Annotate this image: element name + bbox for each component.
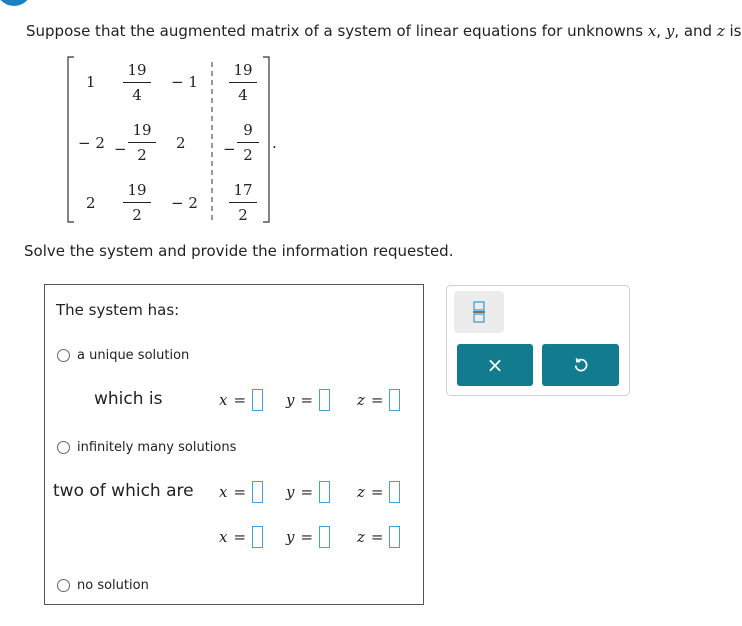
- matrix-r1c1: 1: [86, 73, 96, 91]
- inf1-z-row: z =: [357, 481, 400, 503]
- answer-panel: [44, 284, 424, 605]
- panel-heading: The system has:: [56, 301, 180, 319]
- radio-unique[interactable]: [57, 349, 70, 362]
- option-no-solution[interactable]: [57, 578, 149, 593]
- matrix-r3c4: 17 2: [223, 180, 263, 225]
- unique-y-input[interactable]: [319, 389, 330, 411]
- unique-x-row: x =: [219, 389, 263, 411]
- clear-button[interactable]: [457, 344, 533, 386]
- matrix-r3c3: − 2: [171, 194, 198, 212]
- matrix-r1c4: 19 4: [223, 60, 263, 105]
- augmented-matrix: [0, 0, 712, 240]
- radio-infinite[interactable]: [57, 441, 70, 454]
- fraction-button[interactable]: [454, 291, 504, 333]
- undo-button[interactable]: [542, 344, 619, 386]
- inf1-x-row: x =: [219, 481, 263, 503]
- unique-z-input[interactable]: [389, 389, 400, 411]
- unique-y-row: y =: [286, 389, 330, 411]
- matrix-r1c2: 19 4: [117, 60, 157, 105]
- option-infinite-label: infinitely many solutions: [77, 440, 237, 455]
- option-infinite-solutions[interactable]: [57, 440, 236, 455]
- unique-x-input[interactable]: [252, 389, 263, 411]
- inf2-y-row: y =: [286, 526, 330, 548]
- matrix-r3c1: 2: [86, 194, 96, 212]
- inf1-y-row: y =: [286, 481, 330, 503]
- option-unique-label: a unique solution: [77, 348, 190, 363]
- undo-icon: [573, 357, 589, 373]
- inf2-z-row: z =: [357, 526, 400, 548]
- matrix-r2c3: 2: [176, 134, 186, 152]
- inf2-z-input[interactable]: [389, 526, 400, 548]
- which-is-label: which is: [94, 389, 163, 409]
- radio-none[interactable]: [57, 579, 70, 592]
- inf1-z-input[interactable]: [389, 481, 400, 503]
- matrix-r2c4: − 9 2: [231, 120, 265, 165]
- matrix-r2c2: − 19 2: [122, 120, 162, 165]
- inf2-y-input[interactable]: [319, 526, 330, 548]
- fraction-icon: [473, 301, 485, 323]
- matrix-r3c2: 19 2: [117, 180, 157, 225]
- inf1-y-input[interactable]: [319, 481, 330, 503]
- close-icon: ×: [486, 353, 504, 377]
- inf2-x-input[interactable]: [252, 526, 263, 548]
- matrix-r2c1: − 2: [78, 134, 105, 152]
- matrix-r1c3: − 1: [171, 73, 198, 91]
- instruction-text: Solve the system and provide the information requested.: [24, 242, 454, 260]
- matrix-period: .: [272, 134, 277, 152]
- option-none-label: no solution: [77, 578, 149, 593]
- question-text: Suppose that the augmented matrix of a system of linear equations for unknowns x, y, and z is: [26, 22, 742, 40]
- option-unique-solution[interactable]: [57, 348, 189, 363]
- inf2-x-row: x =: [219, 526, 263, 548]
- unique-z-row: z =: [357, 389, 400, 411]
- two-of-which-label: two of which are: [53, 481, 194, 501]
- inf1-x-input[interactable]: [252, 481, 263, 503]
